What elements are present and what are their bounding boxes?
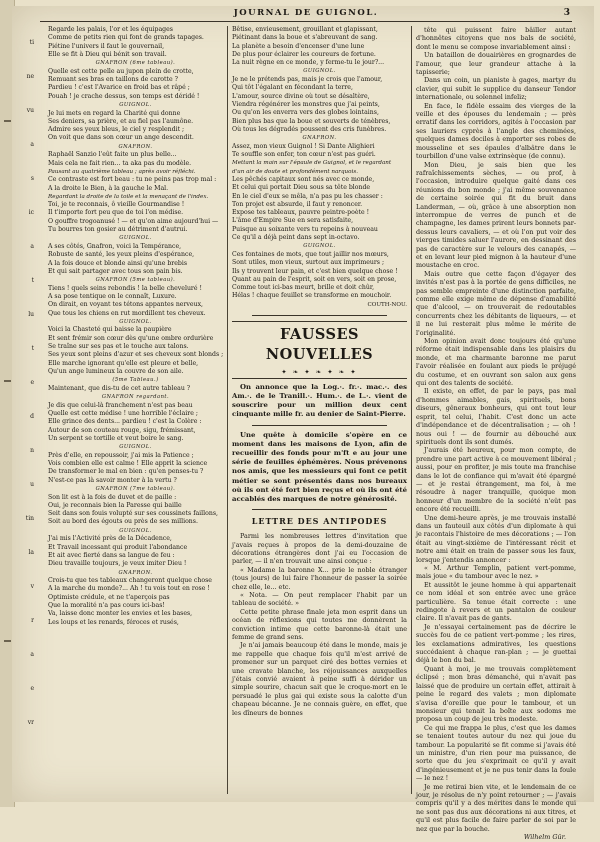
speaker-label: GNAFRON. xyxy=(118,569,153,576)
letter-paragraph: Mon opinion avait donc toujours été qu'une réforme était indispensable dans les plaisirs du monde, et ma charmante baronne me parut l'avoir réalisée en foulant aux pieds le préjugé du costume, et en ouvrant son salon aux gens qui ont des talents de société. xyxy=(416,337,576,388)
letter-paragraph: « M. Arthur Templin, patient vert-pomme, mais joue « du tambour avec le nez. » xyxy=(416,564,576,581)
item-divider xyxy=(252,425,387,426)
verse-line: Je ne le prétends pas, mais je crois que l'amour, xyxy=(232,76,383,84)
verse-line: Raphaël Sanzio l'eût faite un plus belle... xyxy=(48,151,177,159)
verse-line: Quelle est cette médise ! une horrible l'éclaire ; xyxy=(48,410,198,418)
letter-paragraph: J'aurais été heureux, pour mon compte, de prendre une part active à ce mouvement libéral ; aussi, pour en profiter, je mis toute ma franchise dans le lot de confiance qui m'avait été épargné — et je restai étrangement, ma foi, à me résoudre à nager tranquille, quoique mon honneur d'un membre de la société n'eût pas encore été recueilli. xyxy=(416,446,576,514)
verse-line: A la fois douce et blonde ainsi qu'une brebis xyxy=(48,259,188,267)
verse-line: Ses deniers, sa prière, et au fiel pas l'aumône. xyxy=(48,117,194,125)
verse-line: Seit dans son fouis volupté sur ses coussinets faillons, xyxy=(48,510,218,518)
letter-paragraph: Ce qui me frappa le plus, c'est que les dames se tenaient toutes autour du nez qui joue du tambour. La popularité se fit comme si j'avais été un ministre, d'un rien pour ma puissance, de sorte que du jeu s'exprimait ce qu'il y avait d'ingénieusement et je ne pus tenir dans la foule — le nez ! xyxy=(416,723,576,783)
verse-line: De transformer le mal en bien : qu'en penses-tu ? xyxy=(48,468,204,476)
verse-line: Et celui qui portait Dieu sous sa tête blonde xyxy=(232,184,371,192)
verse-line: Dieu travaille toujours, je veux imiter Dieu ! xyxy=(48,560,187,568)
verse-line: Expose tes tableaux, pauvre peintre-poète ! xyxy=(232,209,370,217)
verse-line: Et qui sait partager avec tous son pain bis. xyxy=(48,267,183,275)
verse-line: Oui, je reconnais bien la Paresse qui baille xyxy=(48,501,182,509)
verse-line: Que la moralité n'a pas cours ici-bas! xyxy=(48,602,165,610)
verse-line: Ils y trouvent leur pain, et c'est bien quelque chose ! xyxy=(232,267,398,275)
letter-paragraph: Un bataillon de douairières en grognardes de l'amour, que leur grandeur attache à la tapisserie; xyxy=(416,51,576,77)
verse-line: J'ai mis l'Activité près de la Décadence, xyxy=(48,535,172,543)
column-3 xyxy=(416,26,576,841)
verse-line: Elle grince des dents... pardieu ! c'est la Colère : xyxy=(48,418,202,426)
verse-line: Je dis que celui-là franchement n'est pas beau xyxy=(48,401,193,409)
author-signature: COUTH-NOU. xyxy=(367,301,407,308)
fragment-text: a xyxy=(30,141,34,148)
letter-paragraph: En face, le fidèle essaim des vierges de la veille et des épouses du lendemain ; — près erratif dans les corridors, agités à l'occasion par ses lauriers cyprès à l'angle des cheminées, quelques dames dociles à emporter ses robes de mousseline et ses épaules d'albâtre dans le tourbillon d'une valse extrinsèque (de connu). xyxy=(416,101,576,161)
speaker-label: GNAFRON (7me tableau). xyxy=(95,486,176,492)
verse-line: Pardieu ! c'est l'Avarice en froid bas et râpé ; xyxy=(48,84,190,92)
verse-line: Ton projet est absurde, il faut y renoncer. xyxy=(232,200,363,208)
verse-line: Ce qu'il a déjà peint dans sept in-octavo. xyxy=(232,234,360,242)
column-2 xyxy=(232,26,407,796)
fragment-text: la xyxy=(28,549,34,556)
fragment-text: u xyxy=(30,481,34,488)
letter-paragraph: Je me retirai bien vite, et le lendemain de ce jour, je résolus de n'y point retourner ; — j'avais compris qu'il y a des mérites dans le monde qui ne sont pas dus aux décorations ni aux titres, et qu'il est plus facile de faire parler de soi par le nez que par la bouche. xyxy=(416,782,576,833)
verse-line: Il t'importe fort peu que de toi l'on médise. xyxy=(48,209,184,217)
letter-paragraph: Je n'ai jamais beaucoup été dans le monde, mais je me rappelle que chaque fois qu'il m'est arrivé de promener sur un parquet ciré des bottes vernies et une cravate blanche, les réjouissances auxquelles j'étais convié avaient à peine suffi à dérider un simple sourire, chacun sait que le croque-mort en le persuadé le plus gai qui existe sous la calotte d'un chapeau bécanne. Je ne connais guère, en effet, que les dîneurs de bonnes xyxy=(232,641,407,717)
speaker-label: GUIGNOL. xyxy=(303,68,336,75)
verse-line: Qui tôt l'égalant en fécondant la terre, xyxy=(232,84,353,92)
letter-paragraph: Une demi-heure après, je me trouvais installé dans un fauteuil aux côtés d'un diplomate à qui je racontais l'histoire de mes décorations ; — l'on était au vingt-sixième de l'intéressant récit et notre ami était en train de passer sous les faux, lorsque j'entendis annoncer : xyxy=(416,513,576,564)
verse-line: L'amour, source divine où tout se désaltère, xyxy=(232,92,370,100)
verse-line: On voit que dans son cœur un ange descendit. xyxy=(48,134,194,142)
speaker-label: GNAFRON regardant. xyxy=(101,394,170,401)
verse-line: O gouffre trogoanusé ! — et qu'on aime aujourd'hui — xyxy=(48,217,219,225)
verse-line: Ou qu'on les enverra vers des globes lointains, xyxy=(232,109,379,117)
letter-body xyxy=(232,532,407,717)
section-divider xyxy=(252,315,387,316)
verse-line: Hélas ! chaque feuillet se transforme en mouchoir. xyxy=(232,292,392,300)
news-item-2: Une quête à domicile s'opère en ce moment dans les maisons de Lyon, afin de recueillir des fonds pour m'ft e au jour une série de feuilles éphémères. Nous prévenons nos amis, que les messieurs qui font ce petit métier se sont présentés dans nos bureaux où ils ont été fort bien reçus et où ils ont été accablés des marques de notre générosité. xyxy=(232,430,407,503)
fragment-text: vu xyxy=(26,107,34,114)
verse-line: Ce contraste est fort beau : tu ne peins pas trop mal : xyxy=(48,176,217,184)
fragment-text: a xyxy=(30,651,34,658)
verse-line: Vois combien elle est calme ! Elle apprit la science xyxy=(48,460,208,468)
verse-line: Comme de petits rien qui font de grands tapages. xyxy=(48,34,204,42)
verse-line: Toi, je te reconnais, ô vieille Gourmandise ! xyxy=(48,201,185,209)
verse-line: Crois-tu que tes tableaux changeront quelque chose xyxy=(48,577,212,585)
spine-mark xyxy=(4,380,11,382)
column-rule xyxy=(411,26,412,794)
verse-line: Viendra régénérer les monstres que j'ai peints, xyxy=(232,100,380,108)
speaker-label: GUIGNOL. xyxy=(119,235,152,242)
verse-line: Son lit est à la fois de duvet et de paille : xyxy=(48,493,177,501)
news-section-title: FAUSSES NOUVELLES xyxy=(265,325,374,363)
verse-line: N'est-ce pas là savoir monter à la vertu ? xyxy=(48,476,177,484)
verse-line: Où tous les dégradés poussent des cris funèbres. xyxy=(232,125,387,133)
stage-direction: Regardant la droite de la toile et la menaçant de l'index. xyxy=(48,193,209,200)
previous-page-fragments xyxy=(16,26,34,796)
speaker-label: GNAFRON. xyxy=(118,143,153,150)
speaker-label: GUIGNOL. xyxy=(119,318,152,325)
author-signature: Wilhelm Gür. xyxy=(523,833,566,841)
header-rule xyxy=(40,21,572,22)
speaker-label: GNAFRON (5me tableau). xyxy=(95,277,176,284)
verse-line: Quelle est cette pelle au jupon plein de crotte, xyxy=(48,67,194,75)
speaker-label: GNAFRON (6me tableau). xyxy=(95,60,176,67)
fragment-text: ic xyxy=(28,209,34,216)
verse-line: Maintenant, que dis-tu de cet autre tableau ? xyxy=(48,384,191,392)
fragment-text: e xyxy=(30,379,34,386)
verse-line: Comme tout ici-bas meurt, brille et doit chûr, xyxy=(232,284,375,292)
verse-line: Elle se fit à Dieu qui bénit son travail. xyxy=(48,50,167,58)
letter-paragraph: Dans un coin, un pianiste à gages, martyr du clavier, qui subit le supplice du danseur Tendor internationale, ou solennel infeliz; xyxy=(416,76,576,102)
verse-line: Les loups et les renards, féroces et rusés, xyxy=(48,618,179,626)
letter-paragraph: Quant à moi, je me trouvais complètement éclipsé ; mon bras démanché, qui n'avait pas laissé que de produire un certain effet, attirait à peine le regard des valets ; mon diplomate s'avisa d'oreille que pour le tambour, et un monsieur qui tenait la boîte aux sodoms me proposa un coup de jeu très modeste. xyxy=(416,664,576,724)
verse-line: Je lui mets en regard la Charité qui donne xyxy=(48,109,181,117)
verse-line: A ses côtés, Gnafron, voici la Tempérance, xyxy=(48,242,182,250)
verse-line: L'âme d'Empire Sue en sera satisfaite, xyxy=(232,217,354,225)
verse-line: La nuit règne en ce monde, y ferme-tu le jour?... xyxy=(232,59,385,67)
verse-line: Tiens ! quels seins rebondis ! la belle cheveluré ! xyxy=(48,284,202,292)
fragment-text: d xyxy=(30,413,34,420)
verse-line: Bien plus bas que la boue et souverts de ténèbres, xyxy=(232,117,391,125)
speaker-label: GNAFRON. xyxy=(302,135,337,142)
verse-line: Que tous les chiens en rut mordillent tes cheveux. xyxy=(48,309,206,317)
verse-line: Se traîne sur ses pas et le touche aux talons. xyxy=(48,343,189,351)
verse-line: De plus pour éclairer les coureurs de fortune. xyxy=(232,50,376,58)
verse-line: Optimiste crédule, et ne t'aperçois pas xyxy=(48,593,170,601)
verse-line: Près d'elle, en repoussoir, j'ai mis la Patience ; xyxy=(48,451,194,459)
letter-paragraph: Cette petite phrase finale jeta mon esprit dans un océan de réflexions qui toutes me donnèrent la conviction intime que cette baronne-là était une femme de grand sens. xyxy=(232,607,407,641)
speaker-label: (5me Tableau.) xyxy=(112,377,159,384)
verse-line: Regarde les palais, l'or et les équipages xyxy=(48,26,173,33)
verse-line: On dirait, en voyant tes tétons appantes nerveux, xyxy=(48,301,204,309)
news-item-1: On annonce que la Log.·. fr.·. mac.·. des Am.·. de le Tranill.·. Hum.·. de L.·. vient de souscrire pour un million deux cent cinquante mille fr. au denier de Saint-Pierre. xyxy=(232,382,407,419)
title-ornament: ✦ ❧ ✦ ❧ ✦ ❧ ✦ xyxy=(281,367,358,376)
verse-line: Sont utiles, mon vieux, surtout aux imprimeurs ; xyxy=(232,259,385,267)
speaker-label: GUIGNOL. xyxy=(119,444,152,451)
verse-line: Elle marche ignorant qu'elle est pleure et belle, xyxy=(48,359,199,367)
fragment-text: v xyxy=(30,583,34,590)
fragment-text: tin xyxy=(25,515,34,522)
fragment-text: n xyxy=(30,447,34,454)
speaker-label: GUIGNOL. xyxy=(303,243,336,250)
running-title: JOURNAL DE GUIGNOL. xyxy=(233,8,379,18)
letter-title: LETTRE DES ANTIPODES xyxy=(251,516,388,527)
fragment-text: s xyxy=(30,175,34,182)
letter-paragraph: Il existe, en effet, de par le pays, pas mal d'hommes aimables, gais, spirituels, bons diseurs, gêneraux bonheurs, qui ont tout leur esprit, tel celui, l'habit. C'est donc un acte d'indépendance et de décentralisation ; — oh ! nous oui ! — de fournir au débouché aux spirituels dont ils sont dumés. xyxy=(416,387,576,446)
fragment-text: vr xyxy=(27,719,34,726)
verse-line: Pouah ! je crache dessus, son temps est déridé ! xyxy=(48,92,200,100)
verse-line: Va, laisse donc monter les envies et les bases, xyxy=(48,610,193,618)
title-rule-bottom xyxy=(232,378,407,379)
verse-line: Assez, mon vieux Guignol ! Si Dante Alighieri xyxy=(232,142,375,150)
fragment-text: a xyxy=(30,243,34,250)
verse-line: La planète a besoin d'encenser d'une lune xyxy=(232,42,365,50)
section-divider xyxy=(252,509,387,510)
column-verse-1 xyxy=(48,26,223,796)
verse-line: Un serpent se tortille et veut boire le sang. xyxy=(48,434,184,442)
verse-line: Robuste de santé, les yeux pleins d'espérance, xyxy=(48,251,195,259)
verse-line: Admire ses yeux bleus, le ciel y resplendit ; xyxy=(48,126,185,134)
verse-continuation xyxy=(232,26,407,310)
fragment-text: ne xyxy=(26,73,34,80)
verse-line: Qu'un ange lumineux la couvre de son aile. xyxy=(48,367,184,375)
verse-line: Tu bourres ton gosier au détriment d'autrui. xyxy=(48,226,188,234)
verse-line: Et Travail incessant qui produit l'abondance xyxy=(48,543,188,551)
verse-line: Mais cela ne fait rien... ta aka pas du modèle. xyxy=(48,159,192,167)
verse-line: Quant au pain de l'esprit, soit en vers, soit en prose, xyxy=(232,275,397,283)
verse-line: Puisque au soixante vers tu repeins à nouveau xyxy=(232,225,378,233)
column-rule xyxy=(227,26,228,794)
verse-line: A la droite le Bien, à la gauche le Mal. xyxy=(48,184,169,192)
letter-paragraph: « Madame la baronne X... prie le noble étranger (tous jours) de lui faire l'honneur de passer la soirée chez elle, le... etc. xyxy=(232,565,407,591)
fragment-text: e xyxy=(30,685,34,692)
letter-continuation xyxy=(416,26,576,833)
verse-line: En le ciel d'eux se mêla, n'a pas pu les chasser : xyxy=(232,192,383,200)
letter-paragraph: Et aussitôt le jeune homme à qui appartenait ce nom idéal et son entrée avec une grâce particulière. Sa tenue était correcte : une redingote à revers et un pantalon de couleur claire. Il n'avait pas de gants. xyxy=(416,580,576,623)
spine-mark xyxy=(4,640,11,642)
stage-direction: Mettant la main sur l'épaule de Guignol, et le regardant xyxy=(232,160,392,167)
letter-paragraph: tête qui puissent faire bâiller autant d'honnêtes citoyens que nos bals de société, dont le menu se compose invariablement ainsi : xyxy=(416,26,576,51)
verse-line: Soit au bord des égouts ou près de ses millions. xyxy=(48,518,198,526)
verse-line: Ces fontaines de mots, que tout jaillir nos mœurs, xyxy=(232,250,389,258)
verse-line: A sa pose tentique on le connaît, Luxure. xyxy=(48,292,177,300)
fragment-text: t xyxy=(31,345,34,352)
stage-direction: d'un air de doute et profondément narquois. xyxy=(232,168,358,175)
verse-line: Et ait avec fierté dans sa langue de feu : xyxy=(48,551,175,559)
speaker-label: GUIGNOL. xyxy=(119,527,152,534)
fragment-text: ti xyxy=(29,39,34,46)
letter-paragraph: Mon Dieu, je sais bien que les rafraîchissements sèches, — ou prof, à l'occasion, introduire quelque gaité dans ces réunions du bon monde ; j'ai même souvenance de certaine soirée qui fit du bruit dans Landerman, — où, grâce à une absorption non interrompue de verres de punch et de champagne, les dames prirent leurs bonnets par-dessus leurs cavaliers, — et où l'on put voir des vierges timides saluer l'aurore, en dessinant des pas de caractère sur le velours des canapés, — et en levant leur pied mignon à la hauteur d'une moustache en croc. xyxy=(416,160,576,270)
title-underline xyxy=(282,529,357,530)
spine-mark xyxy=(4,120,11,122)
letter-paragraph: Parmi les nombreuses lettres d'invitation que j'avais reçues à propos de la demi-douzaine de décorations étrangères dont j'ai eu l'occasion de parler, — il n'en trouvait une ainsi conçue : xyxy=(232,532,407,566)
verse-line: Autour de son couteau rouge, sigu, frémissant, xyxy=(48,426,196,434)
verse-line: Et sent frémir son cœur dès qu'une ombre ordurière xyxy=(48,334,214,342)
stage-direction: Pausant au quatrième tableau ; après avoir réfléchi. xyxy=(48,168,196,175)
letter-paragraph: Mais outre que cette façon d'égayer des invités n'est pas à la portée de gens difficiles, ne pas semble empreinte d'une distinction parfaite, comme elle exige même de dépense d'amabilité que d'alcool, — on trouverait de redoutables concurrents chez les débitants de liqueurs, — et il ne lui resterait plus même le mérite de l'originalité. xyxy=(416,269,576,337)
verse-line: Piétine l'univers il faut le gouvernail, xyxy=(48,42,165,50)
title-rule-top xyxy=(232,321,407,322)
verse-line: Piétinant dans la boue et s'abreuvant de sang. xyxy=(232,34,378,42)
verse-line: Voici la Chasteté qui baisse la paupière xyxy=(48,326,172,334)
letter-paragraph: « Nota. — On peut remplacer l'habit par un tableau de société. » xyxy=(232,590,407,608)
verse-line: Remuant ses bras en taillons de carotte ? xyxy=(48,76,178,84)
speaker-label: GUIGNOL. xyxy=(119,101,152,108)
verse-line: Ses yeux sont pleins d'azur et ses cheveux sont blonds ; xyxy=(48,351,224,359)
page-number: 3 xyxy=(563,8,570,18)
verse-line: Bêtise, envieusement, grouillant et glapissant, xyxy=(232,26,378,33)
verse-line: A la marche du monde?... Ah ! tu vois tout en rose ! xyxy=(48,585,210,593)
verse-line: Te souffle son enfer, ton cœur n'est pas guéri. xyxy=(232,151,376,159)
verse-line: Les pêchés capitaux sont nés avec ce monde, xyxy=(232,175,375,183)
fragment-text: r xyxy=(31,617,34,624)
fragment-text: lu xyxy=(28,311,34,318)
fragment-text: t xyxy=(31,277,34,284)
letter-paragraph: Je n'essayai certainement pas de décrire le succès fou de ce patient vert-pomme ; les rires, les exclamations admiratives, les questions succédaient à chaque ran-plan ; — je guettai déjà le bon du bal. xyxy=(416,622,576,665)
